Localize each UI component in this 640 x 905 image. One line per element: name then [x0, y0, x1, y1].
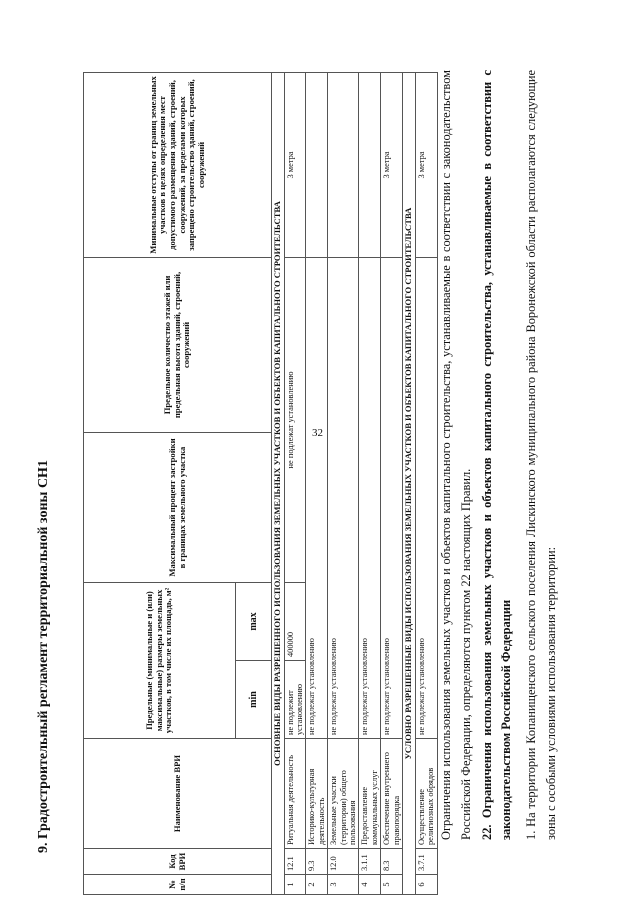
table-row	[284, 72, 306, 894]
section-row-conditional	[403, 72, 416, 894]
cell-not-established: не подлежат установлению	[306, 257, 328, 738]
cell-code: 9.3	[306, 849, 328, 875]
table-row	[359, 72, 381, 894]
restrictions-paragraph: Ограничения использования земельных участков и объектов капитального строительства, устанавливаемые в соответствии с законодательством Российской Федерации, определяются пунктом 22 настоящих Правил.	[439, 70, 473, 840]
header-num: № п/п	[84, 875, 272, 895]
cell-code: 12.1	[284, 849, 306, 875]
zones-paragraph: 1. На территории Копанищенского сельского поселения Лискинского муниципального района Воронежской области располагаются следующие зоны с особыми условиями использования территории:	[524, 70, 558, 840]
header-name: Наименование ВРИ	[84, 739, 272, 849]
cell-name: Предоставление коммунальных услуг	[359, 739, 381, 849]
cell-name: Ритуальная деятельность	[284, 739, 306, 849]
header-min: min	[236, 661, 272, 739]
table-row	[415, 72, 437, 894]
cell-not-established: не подлежат установлению	[359, 257, 381, 738]
cell-num: 5	[381, 875, 403, 895]
cell-code: 8.3	[381, 849, 403, 875]
section-row-main	[272, 72, 285, 894]
cell-setback: 3 метра	[284, 72, 306, 257]
cell-setback	[328, 72, 359, 257]
cell-setback: 3 метра	[381, 72, 403, 257]
cell-setback	[359, 72, 381, 257]
cell-name: Земельные участки (территории) общего пользования	[328, 739, 359, 849]
header-percent: Максимальный процент застройки в границах земельного участка	[84, 432, 272, 582]
section-conditional-label: УСЛОВНО РАЗРЕШЕННЫЕ ВИДЫ ИСПОЛЬЗОВАНИЯ ЗЕМЕЛЬНЫХ УЧАСТКОВ И ОБЪЕКТОВ КАПИТАЛЬНОГО СТРОИТЕЛЬСТВА	[403, 72, 416, 894]
table-row	[328, 72, 359, 894]
header-max: max	[236, 582, 272, 660]
cell-name: Обеспечение внутреннего правопорядка	[381, 739, 403, 849]
cell-percent: не подлежат установлению	[284, 257, 306, 582]
cell-num: 3	[328, 875, 359, 895]
section-title: 9. Градостроительный регламент территориальной зоны СН1	[36, 460, 51, 853]
cell-code: 3.7.1	[415, 849, 437, 875]
header-setbacks: Минимальные отступы от границ земельных участков в целях определения мест допустимого размещения зданий, строений, сооружений, за пределами которых запрещено строительство зданий, строений, сооружений	[84, 72, 272, 257]
section-main-label: ОСНОВНЫЕ ВИДЫ РАЗРЕШЕННОГО ИСПОЛЬЗОВАНИЯ ЗЕМЕЛЬНЫХ УЧАСТКОВ И ОБЪЕКТОВ КАПИТАЛЬНОГО СТРОИТЕЛЬСТВА	[272, 72, 285, 894]
cell-num: 6	[415, 875, 437, 895]
cell-name: Осуществление религиозных обрядов	[415, 739, 437, 849]
table-row	[306, 72, 328, 894]
cell-not-established: не подлежат установлению	[415, 257, 437, 738]
zone-regulation-table	[83, 72, 438, 895]
cell-num: 1	[284, 875, 306, 895]
header-sizes: Предельные (минимальные и (или) максимальные) размеры земельных участков, в том числе их площадь, м²	[84, 582, 236, 738]
cell-code: 12.0	[328, 849, 359, 875]
cell-max: 400000	[284, 582, 306, 660]
cell-setback: 3 метра	[415, 72, 437, 257]
cell-setback	[306, 72, 328, 257]
page-number: 32	[312, 427, 323, 439]
header-code: Код ВРИ	[84, 849, 272, 875]
cell-min: не подлежит установлению	[284, 661, 306, 739]
cell-num: 4	[359, 875, 381, 895]
cell-not-established: не подлежат установлению	[328, 257, 359, 738]
cell-not-established: не подлежат установлению	[381, 257, 403, 738]
cell-code: 3.1.1	[359, 849, 381, 875]
section-22-heading: 22. Ограничения использования земельных участков и объектов капитального строительства, устанавливаемые в соответствии с законодательством Российской Федерации	[480, 70, 513, 840]
table-row	[381, 72, 403, 894]
header-floors: Предельное количество этажей или предельная высота зданий, строений, сооружений	[84, 257, 272, 432]
table-header-row	[84, 72, 236, 894]
cell-num: 2	[306, 875, 328, 895]
cell-name: Историко-культурная деятельность	[306, 739, 328, 849]
